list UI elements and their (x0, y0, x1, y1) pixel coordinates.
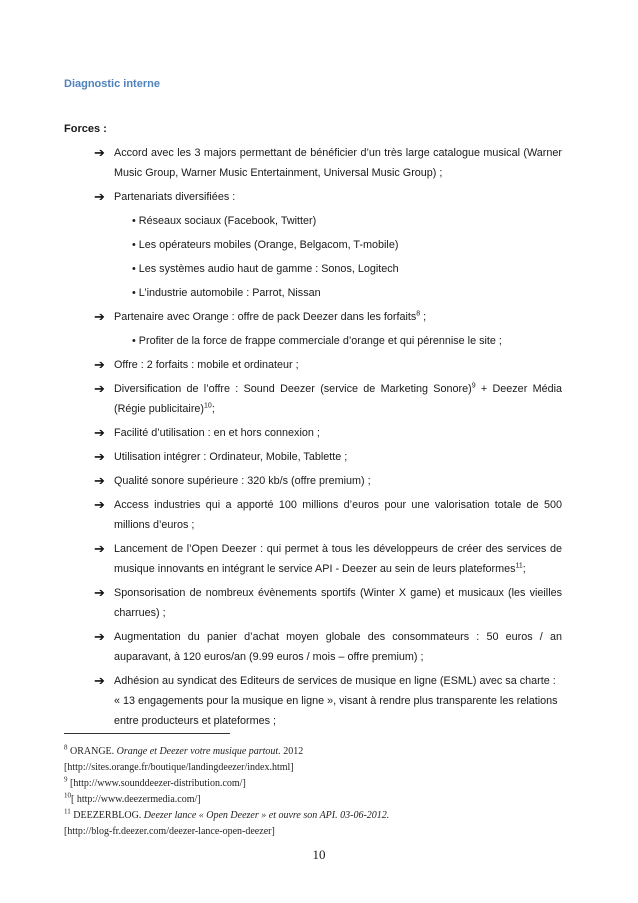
footnote-separator (64, 733, 230, 734)
forces-label: Forces : (64, 123, 107, 135)
footnote-ref[interactable]: 8 (416, 310, 421, 318)
footnote[interactable]: $^{10}$[ http://www.deezermedia.com/] (64, 791, 201, 805)
sub-list-item: • Les systèmes audio haut de gamme : Sonos, Logitech (132, 263, 399, 275)
page-number: 10 (312, 847, 326, 862)
list-item: ➔ Accord avec les 3 majors permettant de bénéficier d’un très large catalogue musical (Warner Music Group, Warner Music Entertainment, Universal Music Group) ; (94, 145, 562, 179)
arrow-right-icon: ➔ (94, 473, 105, 488)
footnote: $^8$ ORANGE. Orange et Deezer votre musique partout. 2012 (64, 743, 304, 757)
arrow-right-icon: ➔ (94, 145, 105, 160)
list-item: ➔ Adhésion au syndicat des Editeurs de services de musique en ligne (ESML) avec sa charte : « 13 engagements pour la musique en ligne », visant à rendre plus transparente les relations entre producteurs et plateformes ; (94, 673, 558, 727)
arrow-right-icon: ➔ (94, 381, 105, 396)
arrow-right-icon: ➔ (94, 673, 105, 688)
sub-list-item: • Réseaux sociaux (Facebook, Twitter) (132, 215, 317, 227)
arrow-right-icon: ➔ (94, 629, 105, 644)
sub-list-item: • Profiter de la force de frappe commerciale d’orange et qui pérennise le site ; (132, 335, 502, 347)
arrow-right-icon: ➔ (94, 425, 105, 440)
list-item: ➔ Offre : 2 forfaits : mobile et ordinateur ; (114, 355, 562, 375)
footnote-url[interactable]: [http://blog-fr.deezer.com/deezer-lance-open-deezer] (64, 826, 275, 837)
list-item: ➔ Utilisation intégrer : Ordinateur, Mobile, Tablette ; (114, 447, 562, 467)
footnote[interactable]: $^9$ [http://www.sounddeezer-distribution.com/] (64, 775, 246, 789)
arrow-right-icon: ➔ (94, 357, 105, 372)
footnote-ref[interactable]: 10 (204, 402, 212, 410)
sub-list-item: • Les opérateurs mobiles (Orange, Belgacom, T-mobile) (132, 239, 399, 251)
list-item: ➔ Partenariats diversifiées : (114, 187, 562, 207)
sub-list-item: • L’industrie automobile : Parrot, Nissan (132, 287, 321, 299)
arrow-right-icon: ➔ (94, 449, 105, 464)
arrow-right-icon: ➔ (94, 497, 105, 512)
arrow-right-icon: ➔ (94, 585, 105, 600)
arrow-right-icon: ➔ (94, 189, 105, 204)
footnote-url[interactable]: [http://sites.orange.fr/boutique/landingdeezer/index.html] (64, 762, 294, 773)
list-item: ➔ Lancement de l’Open Deezer : qui permet à tous les développeurs de créer des services de musique innovants en intégrant le service API - Deezer au sein de leurs plateformes$^{11}$; (94, 541, 562, 575)
arrow-right-icon: ➔ (94, 541, 105, 556)
list-item: ➔ Augmentation du panier d’achat moyen globale des consommateurs : 50 euros / an auparavant, à 120 euros/an (9.99 euros / mois – offre premium) ; (94, 629, 562, 663)
section-heading: Diagnostic interne (64, 78, 160, 90)
footnote: $^{11}$ DEEZERBLOG. Deezer lance « Open Deezer » et ouvre son API. 03-06-2012. (64, 807, 390, 821)
list-item: ➔ Access industries qui a apporté 100 millions d’euros pour une valorisation totale de 500 millions d’euros ; (94, 497, 562, 531)
arrow-right-icon: ➔ (94, 309, 105, 324)
forces-list (0, 143, 638, 735)
list-item: ➔ Diversification de l’offre : Sound Deezer (service de Marketing Sonore)$^9$ + Deezer Média (Régie publicitaire)$^{10}$; (94, 381, 562, 415)
list-item: ➔ Partenaire avec Orange : offre de pack Deezer dans les forfaits$^8$ ; (114, 307, 562, 327)
list-item: ➔ Facilité d’utilisation : en et hors connexion ; (114, 423, 562, 443)
list-item: ➔ Qualité sonore supérieure : 320 kb/s (offre premium) ; (114, 471, 562, 491)
list-item: ➔ Sponsorisation de nombreux évènements sportifs (Winter X game) et musicaux (les vieilles charrues) ; (94, 585, 562, 619)
footnotes (64, 744, 584, 840)
footnote-ref[interactable]: 11 (515, 562, 523, 570)
footnote-ref[interactable]: 9 (471, 382, 476, 390)
